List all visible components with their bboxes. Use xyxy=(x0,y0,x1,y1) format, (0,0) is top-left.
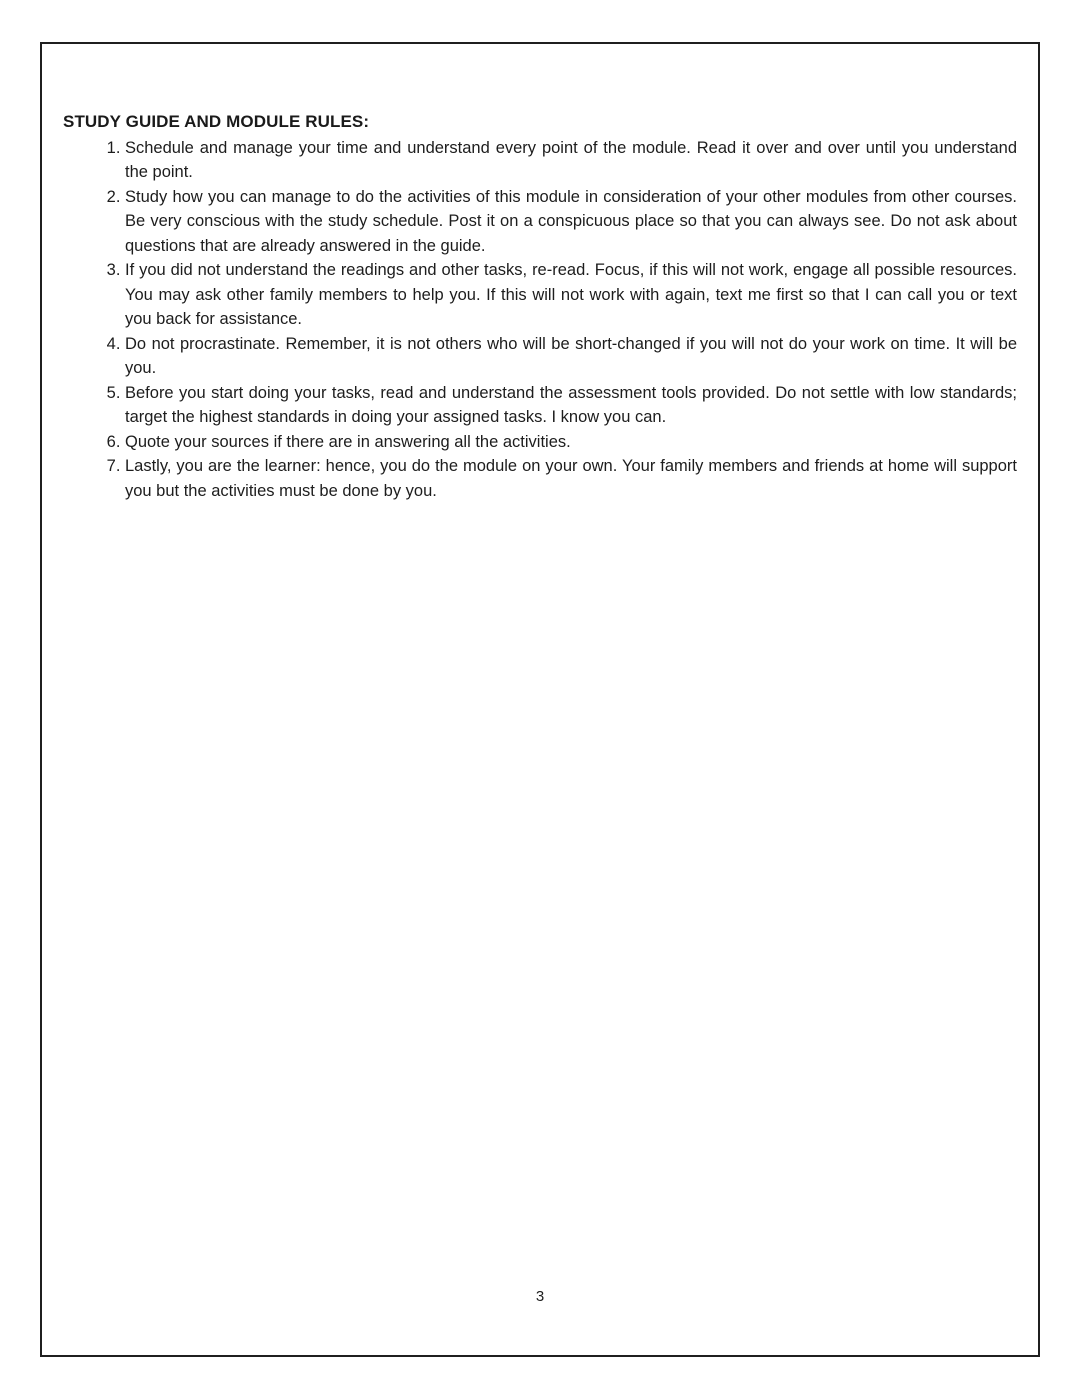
rule-item-3: 3. If you did not understand the readings and other tasks, re-read. Focus, if this will not work, engage all possible resources. You may ask other family members to help you. If this will not work with again, text me first so that I can call you or text you back for assistance. xyxy=(125,258,1017,332)
rule-item-5: 5. Before you start doing your tasks, read and understand the assessment tools provided. Do not settle with low standards; target the highest standards in doing your assigned tasks. I know you can. xyxy=(125,381,1017,430)
page-content xyxy=(63,110,1017,503)
section-heading: STUDY GUIDE AND MODULE RULES: xyxy=(63,112,370,131)
rule-item-4: 4. Do not procrastinate. Remember, it is not others who will be short-changed if you will not do your work on time. It will be you. xyxy=(125,332,1017,381)
rule-item-1: 1. Schedule and manage your time and understand every point of the module. Read it over and over until you understand the point. xyxy=(125,136,1017,185)
rules-list xyxy=(63,136,1017,504)
rule-item-6: 6. Quote your sources if there are in answering all the activities. xyxy=(125,430,1017,455)
rule-item-7: 7. Lastly, you are the learner: hence, you do the module on your own. Your family members and friends at home will support you but the activities must be done by you. xyxy=(125,454,1017,503)
rule-item-2: 2. Study how you can manage to do the activities of this module in consideration of your other modules from other courses. Be very conscious with the study schedule. Post it on a conspicuous place so that you can always see. Do not ask about questions that are already answered in the guide. xyxy=(125,185,1017,259)
page-number: 3 xyxy=(535,1288,545,1305)
